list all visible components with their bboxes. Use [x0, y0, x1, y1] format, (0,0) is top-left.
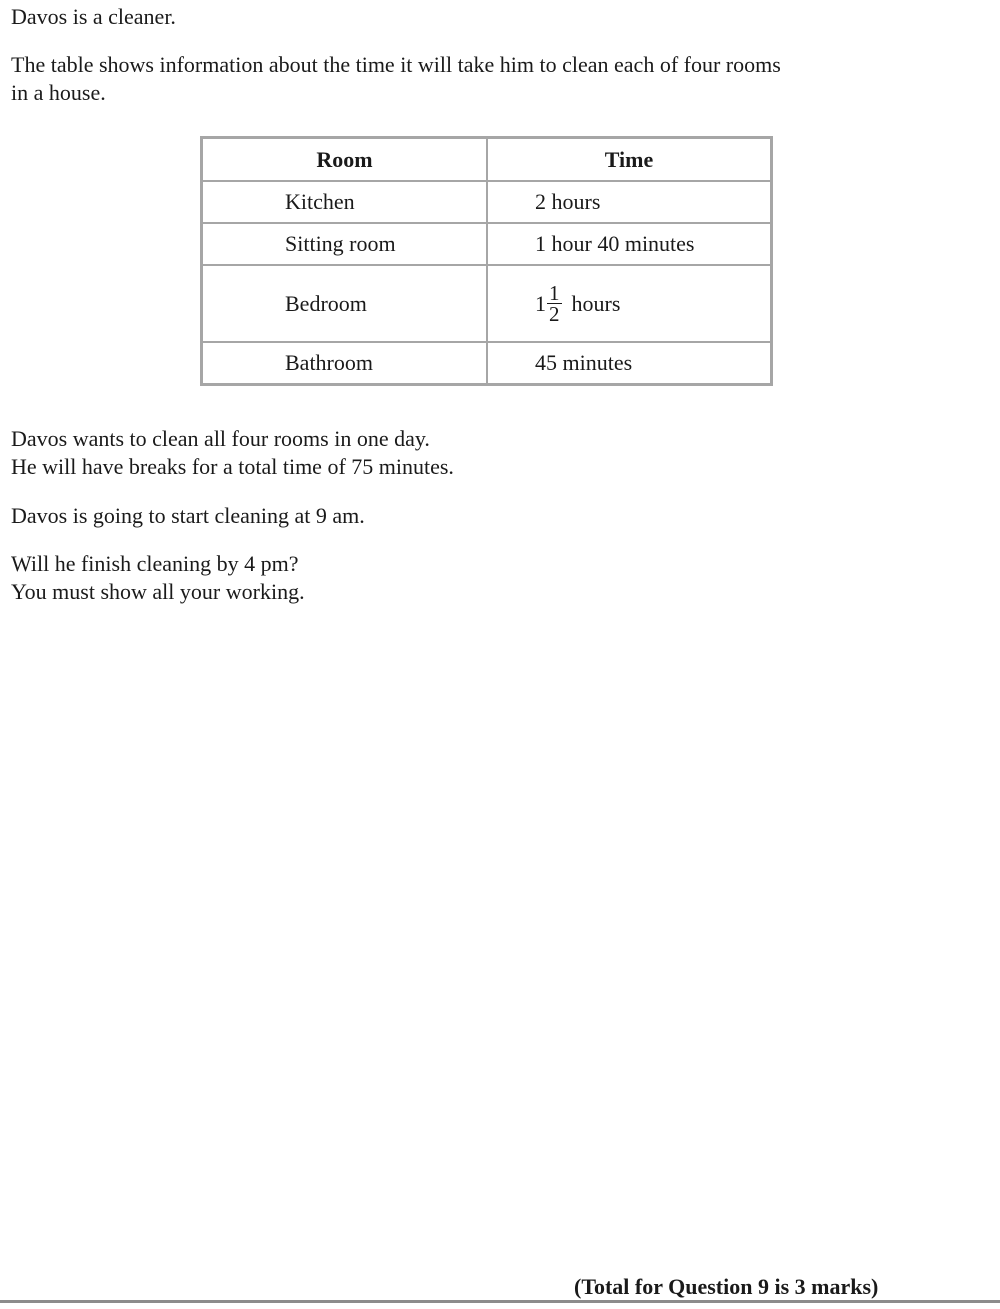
table-row — [202, 223, 772, 265]
question-text — [11, 550, 305, 606]
room-cell: Kitchen — [202, 181, 488, 223]
time-cell — [487, 265, 772, 342]
table-intro-text — [11, 51, 781, 107]
bottom-divider — [0, 1300, 1000, 1303]
table-header-row — [202, 138, 772, 182]
fraction-denominator: 2 — [549, 302, 560, 326]
table-intro-line-2: in a house. — [11, 80, 106, 105]
mixed-fraction — [535, 283, 620, 324]
table-row — [202, 181, 772, 223]
table-row — [202, 342, 772, 385]
room-cell: Bathroom — [202, 342, 488, 385]
room-cell: Bedroom — [202, 265, 488, 342]
total-marks: (Total for Question 9 is 3 marks) — [574, 1274, 879, 1299]
time-cell: 45 minutes — [487, 342, 772, 385]
time-unit: hours — [571, 290, 621, 316]
table-row — [202, 265, 772, 342]
question-line-2: You must show all your working. — [11, 579, 305, 604]
fraction — [547, 283, 562, 324]
table-intro-line-1: The table shows information about the time it will take him to clean each of four rooms — [11, 52, 781, 77]
room-time-table — [200, 136, 773, 386]
fraction-whole: 1 — [535, 290, 546, 316]
intro-text: Davos is a cleaner. — [11, 4, 176, 29]
time-cell: 2 hours — [487, 181, 772, 223]
plan-text — [11, 425, 454, 481]
time-cell: 1 hour 40 minutes — [487, 223, 772, 265]
fraction-numerator: 1 — [549, 281, 560, 305]
question-line-1: Will he finish cleaning by 4 pm? — [11, 551, 299, 576]
start-text: Davos is going to start cleaning at 9 am. — [11, 503, 365, 528]
header-time: Time — [487, 138, 772, 182]
header-room: Room — [202, 138, 488, 182]
plan-line-1: Davos wants to clean all four rooms in one day. — [11, 426, 430, 451]
plan-line-2: He will have breaks for a total time of 75 minutes. — [11, 454, 454, 479]
room-cell: Sitting room — [202, 223, 488, 265]
